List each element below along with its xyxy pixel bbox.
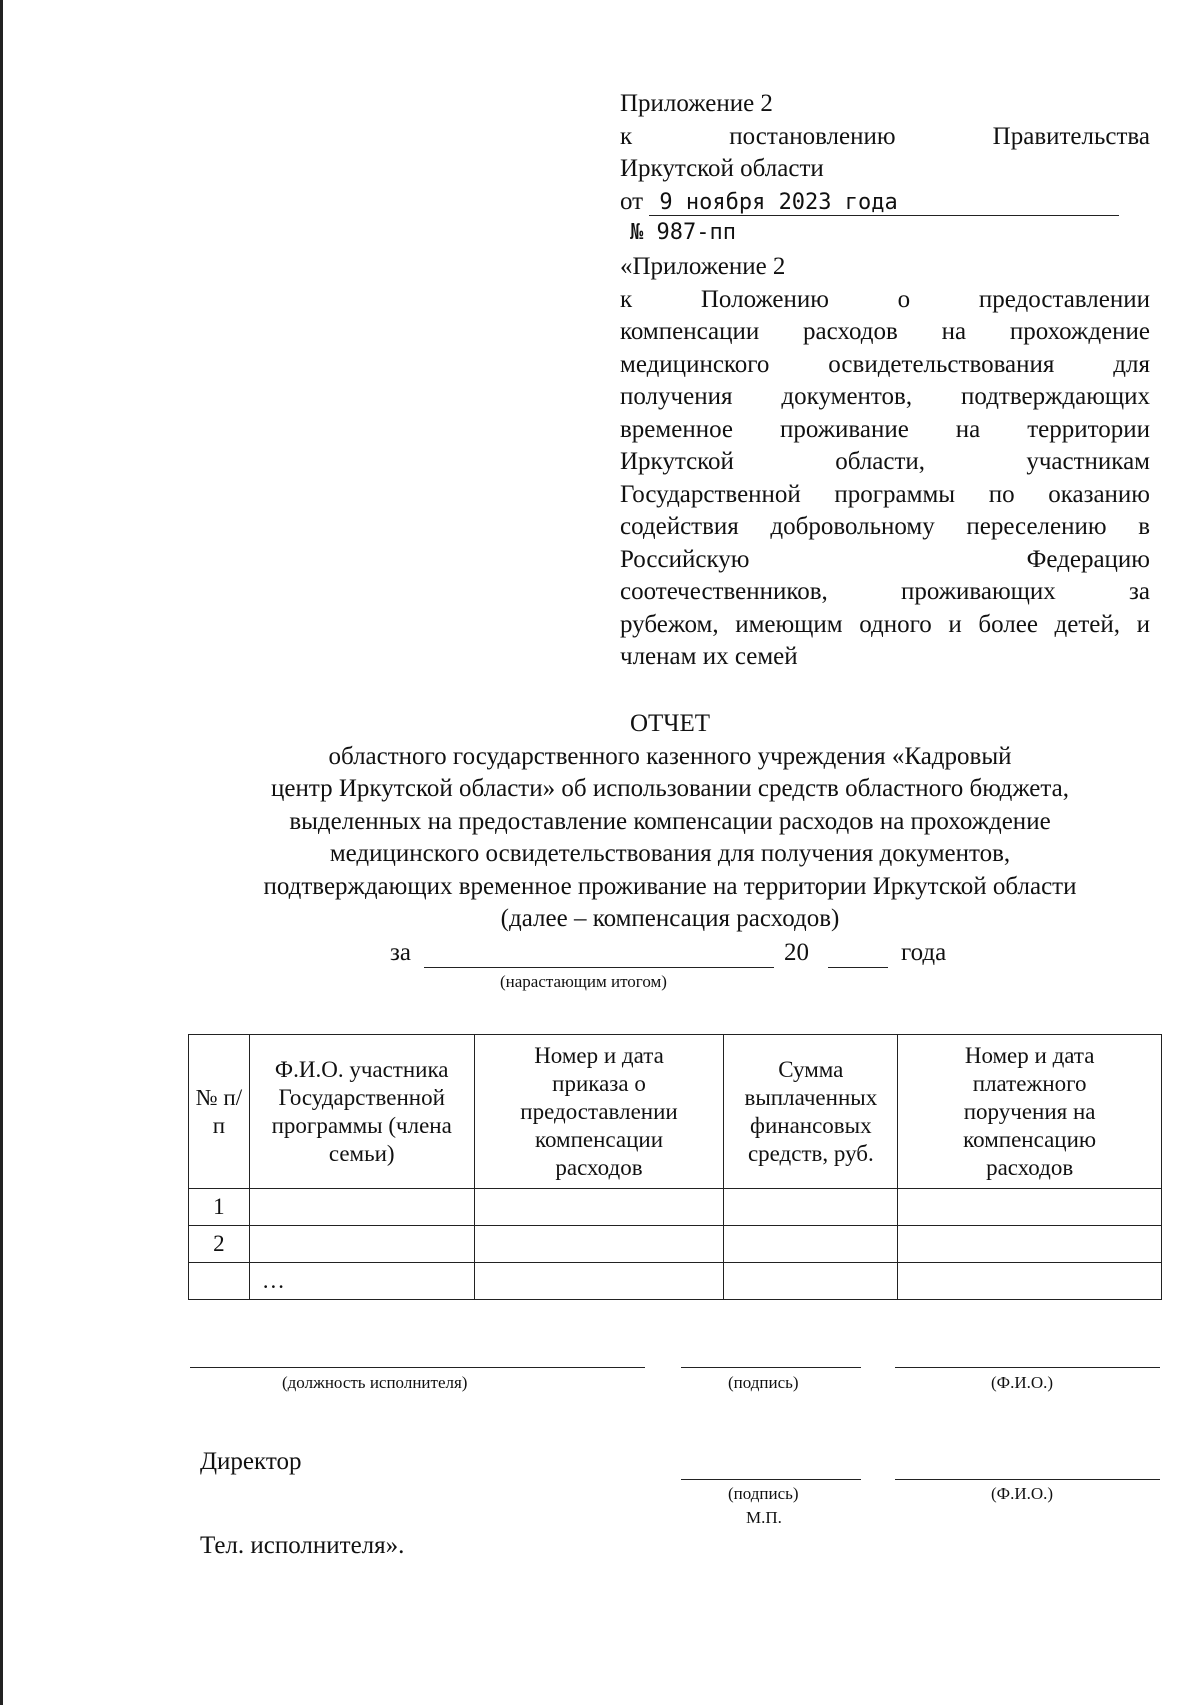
- name-caption: (Ф.И.О.): [991, 1373, 1054, 1392]
- appendix-date: [620, 186, 1150, 219]
- table-cell: [724, 1226, 898, 1263]
- report-line: подтверждающих временное проживание на территории Иркутской области: [263, 872, 1077, 900]
- quote-line: Государственной программы по оказанию: [620, 480, 1150, 508]
- table-cell: [898, 1189, 1162, 1226]
- table-cell: [474, 1189, 724, 1226]
- name-line: [895, 1367, 1160, 1368]
- appendix-date-value: 9 ноября 2023 года: [649, 191, 1119, 216]
- quote-line: получения документов, подтверждающих: [620, 383, 1150, 410]
- appendix-title: Приложение 2: [620, 90, 773, 117]
- table-cell: [724, 1189, 898, 1226]
- table-row: [189, 1263, 1162, 1300]
- header-cell-name: Ф.И.О. участника Государственной программы (члена семьи): [249, 1035, 474, 1189]
- table-cell: [474, 1226, 724, 1263]
- appendix-to-line: к постановлению Правительства: [620, 122, 1150, 150]
- period-blank: [424, 967, 774, 968]
- table-row: [189, 1189, 1162, 1226]
- signature-caption: (подпись): [728, 1373, 799, 1392]
- header-cell-amount: Сумма выплаченных финансовых средств, руб.: [724, 1035, 898, 1189]
- table-cell: [249, 1226, 474, 1263]
- quote-line: членам их семей: [620, 643, 798, 670]
- table-cell: 1: [189, 1189, 250, 1226]
- table-row: [189, 1226, 1162, 1263]
- quote-line: временное проживание на территории: [620, 415, 1150, 443]
- quote-appendix-title: «Приложение 2: [620, 253, 786, 280]
- quote-line: содействия добровольному переселению в: [620, 513, 1150, 540]
- director-signature-caption: (подпись): [728, 1484, 799, 1503]
- header-cell-number: № п/п: [189, 1035, 250, 1189]
- table-cell: 2: [189, 1226, 250, 1263]
- phone-label: Тел. исполнителя».: [200, 1532, 405, 1559]
- signature-line: [681, 1367, 861, 1368]
- quote-line: компенсации расходов на прохождение: [620, 318, 1150, 345]
- scan-edge: [0, 0, 3, 1705]
- table-cell: [724, 1263, 898, 1300]
- appendix-header: [620, 88, 1150, 248]
- director-name-line: [895, 1479, 1160, 1480]
- report-line: (далее – компенсация расходов): [500, 905, 840, 932]
- table-header-row: [189, 1035, 1162, 1189]
- report-title-block: [150, 708, 1190, 936]
- table-cell: [474, 1263, 724, 1300]
- appendix-date-prefix: от: [620, 187, 644, 215]
- director-signature-line: [681, 1479, 861, 1480]
- appendix-region: Иркутской области: [620, 155, 824, 182]
- table-cell: …: [249, 1263, 474, 1300]
- quote-line: медицинского освидетельствования для: [620, 350, 1150, 378]
- quote-line: соотечественников, проживающих за: [620, 578, 1150, 605]
- stamp-label: М.П.: [746, 1508, 782, 1527]
- position-line: [190, 1367, 645, 1368]
- director-name-caption: (Ф.И.О.): [991, 1484, 1054, 1503]
- report-line: медицинского освидетельствования для получения документов,: [329, 840, 1011, 867]
- director-label: Директор: [200, 1448, 302, 1475]
- appendix-number: № 987-пп: [630, 220, 736, 245]
- table-cell: [249, 1189, 474, 1226]
- header-cell-order: Номер и дата приказа о предоставлении компенсации расходов: [474, 1035, 724, 1189]
- period-suffix: года: [901, 939, 947, 966]
- table-cell: [189, 1263, 250, 1300]
- report-heading: ОТЧЕТ: [629, 710, 711, 737]
- period-prefix: за: [390, 939, 411, 966]
- quote-line: Российскую Федерацию: [620, 545, 1150, 573]
- table-cell: [898, 1226, 1162, 1263]
- table-cell: [898, 1263, 1162, 1300]
- report-line: центр Иркутской области» об использовании средств областного бюджета,: [271, 775, 1069, 802]
- position-caption: (должность исполнителя): [282, 1373, 468, 1392]
- quote-line: Иркутской области, участникам: [620, 448, 1150, 475]
- header-cell-payment: Номер и дата платежного поручения на компенсацию расходов: [898, 1035, 1162, 1189]
- quote-appendix: [620, 251, 1150, 674]
- report-line: областного государственного казенного учреждения «Кадровый: [328, 742, 1012, 770]
- period-note: (нарастающим итогом): [500, 972, 667, 991]
- quote-line: рубежом, имеющим одного и более детей, и: [620, 610, 1150, 638]
- quote-line: к Положению о предоставлении: [620, 285, 1150, 313]
- report-table: [188, 1034, 1162, 1300]
- period-year: 20: [784, 939, 809, 966]
- report-line: выделенных на предоставление компенсации расходов на прохождение: [289, 807, 1051, 835]
- year-blank: [828, 967, 888, 968]
